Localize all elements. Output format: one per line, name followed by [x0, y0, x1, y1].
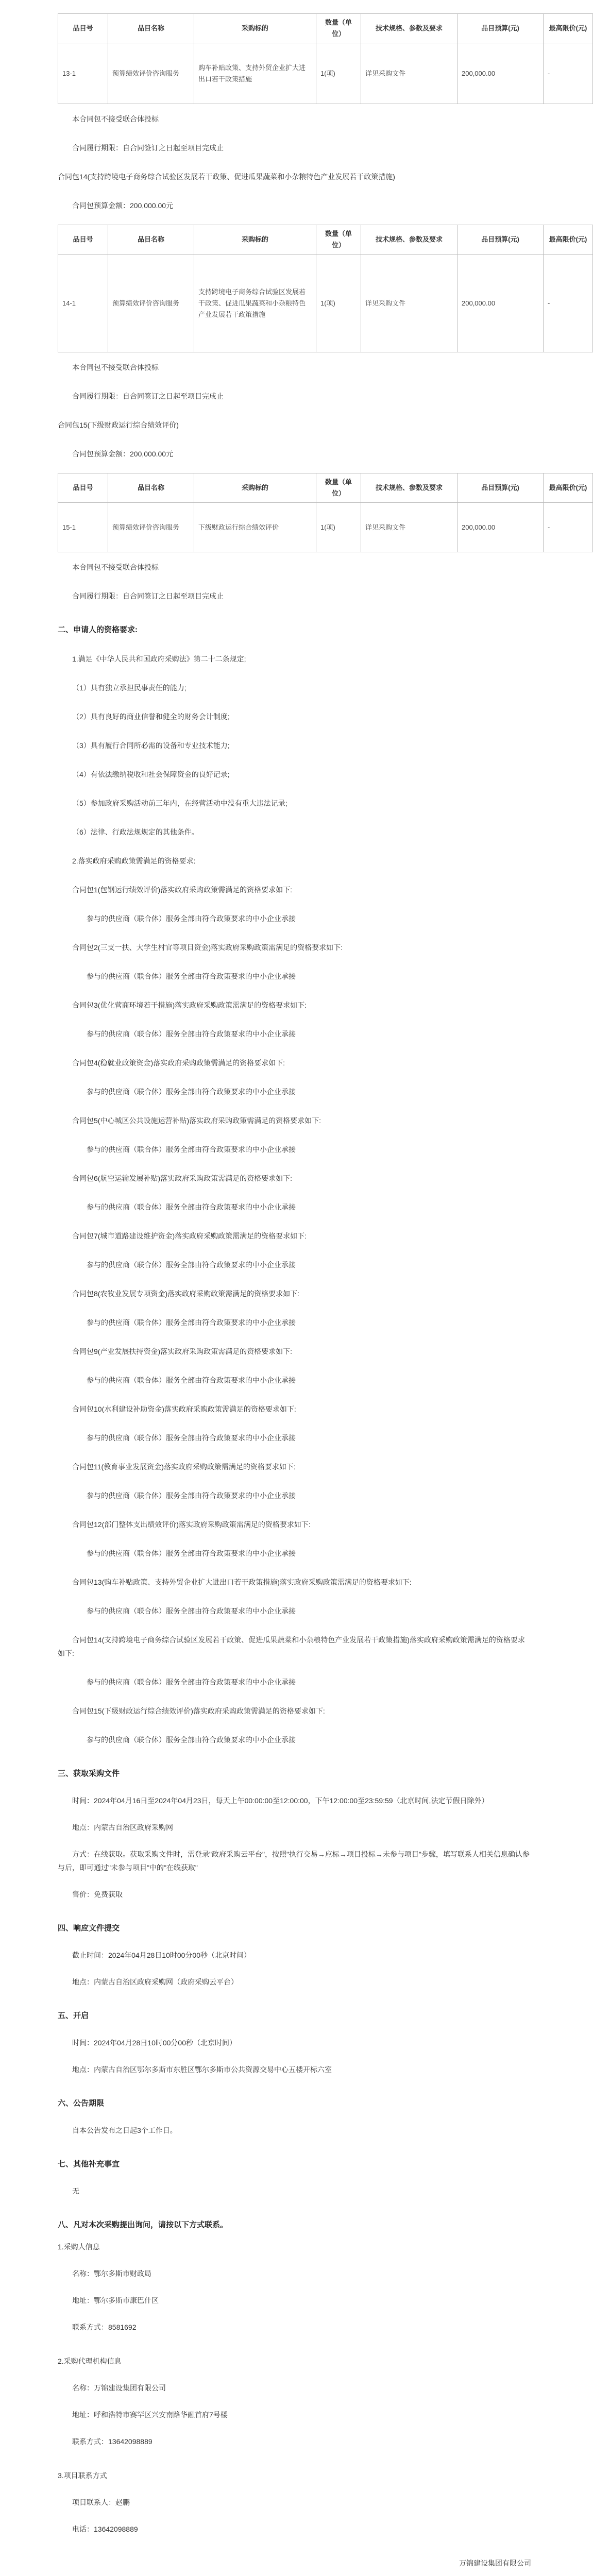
qualification-p1: 1.满足《中华人民共和国政府采购法》第二十二条规定; [72, 655, 246, 663]
section-notice-period-title: 六、公告期限 [58, 2099, 105, 2108]
header-cell: 采购标的 [194, 473, 316, 503]
policy-lot-req: 参与的供应商（联合体）服务全部由符合政策要求的中小企业承接 [87, 1318, 296, 1327]
buyer-title: 1.采购人信息 [58, 2243, 100, 2251]
section-contact-title: 八、凡对本次采购提出询问，请按以下方式联系。 [58, 2221, 228, 2229]
table-cell: 详见采购文件 [361, 43, 458, 104]
submit-place: 地点：内蒙古自治区政府采购网（政府采购云平台） [72, 1978, 238, 1986]
qualification-item: （5）参加政府采购活动前三年内，在经营活动中没有重大违法记录; [72, 799, 287, 807]
policy-lot-desc: 合同包11(教育事业发展资金)落实政府采购政策需满足的资格要求如下: [72, 1463, 296, 1471]
table-cell: - [544, 255, 593, 352]
policy-lot-req: 参与的供应商（联合体）服务全部由符合政策要求的中小企业承接 [87, 1607, 296, 1615]
policy-lot-desc: 合同包15(下级财政运行综合绩效评价)落实政府采购政策需满足的资格要求如下: [72, 1707, 325, 1715]
policy-lot-desc: 合同包9(产业发展扶持资金)落实政府采购政策需满足的资格要求如下: [72, 1347, 292, 1355]
table-cell: 预算绩效评价咨询服务 [108, 503, 194, 552]
lot15-name: 合同包15(下级财政运行综合绩效评价) [58, 421, 179, 429]
table-cell: 15-1 [58, 503, 108, 552]
lot15-no-union: 本合同包不接受联合体投标 [72, 563, 159, 571]
policy-lot-req: 参与的供应商（联合体）服务全部由符合政策要求的中小企业承接 [87, 1549, 296, 1557]
table-cell: 13-1 [58, 43, 108, 104]
section-open-title: 五、开启 [58, 2011, 89, 2020]
get-docs-price: 售价：免费获取 [72, 1890, 123, 1899]
lot15-term: 合同履行期限：自合同签订之日起至项目完成止 [72, 592, 224, 600]
policy-lot-req: 参与的供应商（联合体）服务全部由符合政策要求的中小企业承接 [87, 1376, 296, 1384]
lot14-no-union: 本合同包不接受联合体投标 [72, 363, 159, 371]
policy-lot-req: 参与的供应商（联合体）服务全部由符合政策要求的中小企业承接 [87, 1492, 296, 1500]
policy-lot-desc: 合同包4(稳就业政策资金)落实政府采购政策需满足的资格要求如下: [72, 1059, 285, 1067]
header-cell: 技术规格、参数及要求 [361, 14, 458, 43]
policy-lot-desc: 合同包1(包钢运行绩效评价)落实政府采购政策需满足的资格要求如下: [72, 886, 292, 894]
qualification-item: （2）具有良好的商业信誉和健全的财务会计制度; [72, 713, 230, 721]
header-cell: 品目号 [58, 14, 108, 43]
agency-phone: 联系方式：13642098889 [72, 2437, 153, 2446]
table-cell: 详见采购文件 [361, 503, 458, 552]
table-cell: 预算绩效评价咨询服务 [108, 255, 194, 352]
header-cell: 数量（单位） [316, 14, 361, 43]
table-cell: 14-1 [58, 255, 108, 352]
header-cell: 采购标的 [194, 225, 316, 255]
policy-lot-desc: 合同包7(城市道路建设维护资金)落实政府采购政策需满足的资格要求如下: [72, 1232, 307, 1240]
policy-lot-req: 参与的供应商（联合体）服务全部由符合政策要求的中小企业承接 [87, 914, 296, 923]
lot14-name: 合同包14(支持跨境电子商务综合试验区发展若干政策、促进瓜果蔬菜和小杂粮特色产业发展若干政策措施) [58, 173, 395, 181]
header-cell: 技术规格、参数及要求 [361, 225, 458, 255]
policy-lot-req: 参与的供应商（联合体）服务全部由符合政策要求的中小企业承接 [87, 1261, 296, 1269]
qualification-item: （1）具有独立承担民事责任的能力; [72, 684, 187, 692]
lot14-budget: 合同包预算金额：200,000.00元 [72, 201, 174, 210]
section-other-title: 七、其他补充事宜 [58, 2160, 120, 2168]
table-cell: 1(项) [316, 43, 361, 104]
table-header-row [58, 225, 593, 255]
header-cell: 品目号 [58, 473, 108, 503]
header-cell: 技术规格、参数及要求 [361, 473, 458, 503]
table-cell: 下级财政运行综合绩效评价 [194, 503, 316, 552]
notice-period-text: 自本公告发布之日起3个工作日。 [72, 2126, 177, 2134]
header-cell: 最高限价(元) [544, 473, 593, 503]
section-qualification-title: 二、申请人的资格要求: [58, 625, 138, 634]
policy-lot-desc: 合同包8(农牧业发展专项资金)落实政府采购政策需满足的资格要求如下: [72, 1290, 299, 1298]
table-cell: - [544, 503, 593, 552]
table-cell: 1(项) [316, 503, 361, 552]
agency-title: 2.采购代理机构信息 [58, 2357, 122, 2365]
policy-lot-req: 参与的供应商（联合体）服务全部由符合政策要求的中小企业承接 [87, 972, 296, 980]
table-cell: 预算绩效评价咨询服务 [108, 43, 194, 104]
buyer-address: 地址：鄂尔多斯市康巴什区 [72, 2296, 159, 2304]
get-docs-place: 地点：内蒙古自治区政府采购网 [72, 1823, 173, 1832]
table-cell: 200,000.00 [458, 43, 544, 104]
project-contact-title: 3.项目联系方式 [58, 2471, 107, 2480]
submit-deadline: 截止时间：2024年04月28日10时00分00秒（北京时间） [72, 1951, 251, 1959]
qualification-item: （3）具有履行合同所必需的设备和专业技术能力; [72, 741, 230, 750]
policy-lot-desc: 合同包12(部门整体支出绩效评价)落实政府采购政策需满足的资格要求如下: [72, 1520, 311, 1529]
table-cell: 200,000.00 [458, 255, 544, 352]
lot14-term: 合同履行期限：自合同签订之日起至项目完成止 [72, 392, 224, 400]
policy-lot-desc: 合同包2(三支一扶、大学生村官等项目资金)落实政府采购政策需满足的资格要求如下: [72, 943, 343, 952]
table-header-row [58, 473, 593, 503]
qualification-item: （4）有依法缴纳税收和社会保障资金的良好记录; [72, 770, 230, 778]
table-cell: 购车补贴政策、支持外贸企业扩大进出口若干政策措施 [194, 43, 316, 104]
project-contact-name: 项目联系人：赵鹏 [72, 2498, 130, 2506]
lot13-term: 合同履行期限：自合同签订之日起至项目完成止 [72, 144, 224, 152]
policy-lot-req: 参与的供应商（联合体）服务全部由符合政策要求的中小企业承接 [87, 1678, 296, 1686]
header-cell: 数量（单位） [316, 473, 361, 503]
agency-address: 地址：呼和浩特市赛罕区兴安南路华融首府7号楼 [72, 2411, 228, 2419]
lot14-table [58, 225, 593, 352]
lot13-no-union: 本合同包不接受联合体投标 [72, 115, 159, 123]
lot15-table [58, 473, 593, 552]
header-cell: 最高限价(元) [544, 225, 593, 255]
policy-lot-req: 参与的供应商（联合体）服务全部由符合政策要求的中小企业承接 [87, 1434, 296, 1442]
table-row [58, 43, 593, 104]
policy-lot-req: 参与的供应商（联合体）服务全部由符合政策要求的中小企业承接 [87, 1088, 296, 1096]
policy-lot-desc: 合同包13(购车补贴政策、支持外贸企业扩大进出口若干政策措施)落实政府采购政策需满足的资格要求如下: [72, 1578, 412, 1586]
table-cell: 1(项) [316, 255, 361, 352]
policy-lot-desc: 合同包14(支持跨境电子商务综合试验区发展若干政策、促进瓜果蔬菜和小杂粮特色产业发展若干政策措施)落实政府采购政策需满足的资格要求如下: [58, 1636, 525, 1657]
table-cell: 200,000.00 [458, 503, 544, 552]
table-row [58, 503, 593, 552]
lot13-table [58, 13, 593, 104]
policy-lot-desc: 合同包6(航空运输发展补贴)落实政府采购政策需满足的资格要求如下: [72, 1174, 292, 1182]
header-cell: 品目名称 [108, 473, 194, 503]
header-cell: 品目号 [58, 225, 108, 255]
header-cell: 品目预算(元) [458, 473, 544, 503]
header-cell: 品目名称 [108, 225, 194, 255]
policy-lot-desc: 合同包5(中心城区公共设施运营补贴)落实政府采购政策需满足的资格要求如下: [72, 1116, 321, 1125]
lot15-budget: 合同包预算金额：200,000.00元 [72, 450, 174, 458]
header-cell: 品目名称 [108, 14, 194, 43]
policy-lot-req: 参与的供应商（联合体）服务全部由符合政策要求的中小企业承接 [87, 1203, 296, 1211]
section-get-docs-title: 三、获取采购文件 [58, 1769, 120, 1778]
table-cell: 支持跨境电子商务综合试验区发展若干政策、促进瓜果蔬菜和小杂粮特色产业发展若干政策措施 [194, 255, 316, 352]
header-cell: 采购标的 [194, 14, 316, 43]
qualification-items [58, 681, 531, 839]
qualification-item: （6）法律、行政法规规定的其他条件。 [72, 828, 199, 836]
policy-lot-desc: 合同包3(优化营商环境若干措施)落实政府采购政策需满足的资格要求如下: [72, 1001, 307, 1009]
agency-name: 名称：万锦建设集团有限公司 [72, 2384, 166, 2392]
policy-lot-desc: 合同包10(水利建设补助资金)落实政府采购政策需满足的资格要求如下: [72, 1405, 296, 1413]
policy-lot-list [58, 883, 531, 1747]
qualification-p2: 2.落实政府采购政策需满足的资格要求: [72, 857, 196, 865]
policy-lot-req: 参与的供应商（联合体）服务全部由符合政策要求的中小企业承接 [87, 1030, 296, 1038]
table-row [58, 255, 593, 352]
header-cell: 品目预算(元) [458, 14, 544, 43]
policy-lot-req: 参与的供应商（联合体）服务全部由符合政策要求的中小企业承接 [87, 1145, 296, 1154]
table-cell: 详见采购文件 [361, 255, 458, 352]
lot13-table-wrap [58, 0, 587, 104]
header-cell: 品目预算(元) [458, 225, 544, 255]
section-submit-title: 四、响应文件提交 [58, 1924, 120, 1933]
header-cell: 最高限价(元) [544, 14, 593, 43]
get-docs-way: 方式：在线获取。获取采购文件时，需登录"政府采购云平台"，按照"执行交易→应标→项目投标→未参与项目"步骤，填写联系人相关信息确认参与后，即可通过"未参与项目"中的"在线获取" [58, 1850, 530, 1872]
project-contact-phone: 电话：13642098889 [72, 2525, 138, 2533]
buyer-phone: 联系方式：8581692 [72, 2323, 137, 2331]
other-text: 无 [72, 2187, 79, 2195]
table-cell: - [544, 43, 593, 104]
table-header-row [58, 14, 593, 43]
open-place: 地点：内蒙古自治区鄂尔多斯市东胜区鄂尔多斯市公共资源交易中心五楼开标六室 [72, 2065, 332, 2074]
open-time: 时间：2024年04月28日10时00分00秒（北京时间） [72, 2039, 237, 2047]
footer-company: 万锦建设集团有限公司 [459, 2559, 531, 2567]
header-cell: 数量（单位） [316, 225, 361, 255]
buyer-name: 名称：鄂尔多斯市财政局 [72, 2269, 151, 2278]
policy-lot-req: 参与的供应商（联合体）服务全部由符合政策要求的中小企业承接 [87, 1736, 296, 1744]
get-docs-time: 时间：2024年04月16日至2024年04月23日，每天上午00:00:00至12:00:00，下午12:00:00至23:59:59（北京时间,法定节假日除外） [72, 1797, 489, 1805]
